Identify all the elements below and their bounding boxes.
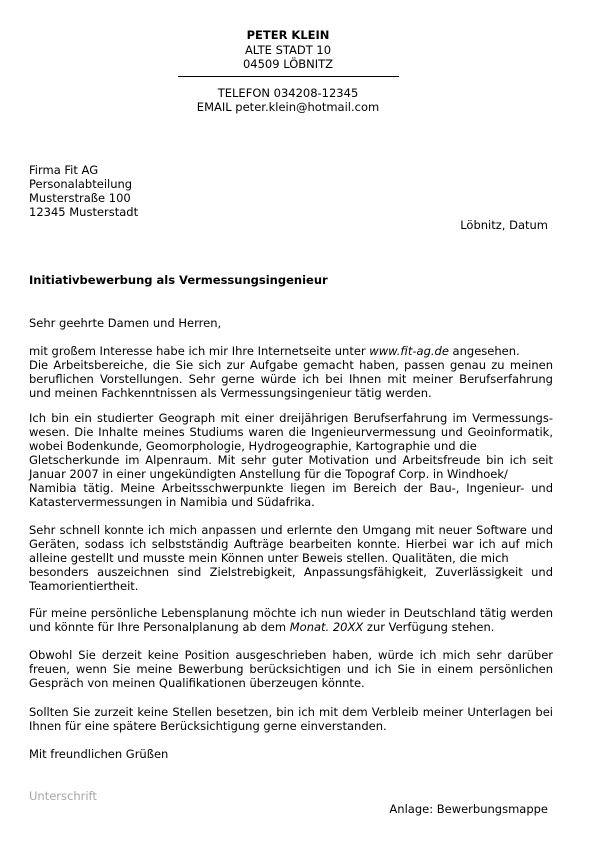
place-date: Löbnitz, Datum <box>460 218 548 232</box>
salutation: Sehr geehrte Damen und Herren, <box>29 316 222 330</box>
text-segment: und könnte für Ihre Personalplanung ab dem <box>29 620 290 634</box>
paragraph-line: Katastervermessungen in Namibia und Südafrika. <box>29 495 315 509</box>
paragraph-line: Sehr schnell konnte ich mich anpassen und erlernte den Umgang mit neuer Software und <box>29 523 553 537</box>
closing: Mit freundlichen Grüßen <box>29 747 169 761</box>
signature-placeholder: Unterschrift <box>29 789 97 803</box>
paragraph-line: beruflichen Vorstellungen. Sehr gerne würde ich bei Ihnen mit meiner Berufserfahrung <box>29 372 553 386</box>
paragraph-line: Namibia tätig. Meine Arbeitsschwerpunkte liegen im Bereich der Bau-, Ingenieur- und <box>29 481 553 495</box>
paragraph-line: und meinen Fachkenntnissen als Vermessungsingenieur tätig werden. <box>29 386 432 400</box>
paragraph-line <box>29 344 553 358</box>
recipient-company: Firma Fit AG <box>29 163 99 177</box>
sender-email: EMAIL peter.klein@hotmail.com <box>196 100 380 114</box>
letter-subject: Initiativbewerbung als Vermessungsingenieur <box>29 273 328 287</box>
recipient-department: Personalabteilung <box>29 177 133 191</box>
paragraph-line: Obwohl Sie derzeit keine Position ausgeschrieben haben, würde ich mich sehr darüber <box>29 648 553 662</box>
body-paragraph-1 <box>29 344 553 400</box>
paragraph-line: Teamorientiertheit. <box>29 579 139 593</box>
paragraph-line: Für meine persönliche Lebensplanung möchte ich nun wieder in Deutschland tätig werden <box>29 606 553 620</box>
body-paragraph-3 <box>29 523 553 593</box>
paragraph-line: Januar 2007 in einer ungekündigten Anstellung für die Topograf Corp. in Windhoek/ <box>29 467 508 481</box>
start-date: Monat. 20XX <box>289 620 364 634</box>
paragraph-line: Ihnen für eine spätere Berücksichtigung gerne einverstanden. <box>29 719 387 733</box>
body-paragraph-2 <box>29 411 553 509</box>
paragraph-line: Sollten Sie zurzeit keine Stellen besetzen, bin ich mit dem Verbleib meiner Unterlagen bei <box>29 705 553 719</box>
sender-street: ALTE STADT 10 <box>244 42 332 57</box>
recipient-street: Musterstraße 100 <box>29 191 131 205</box>
recipient-address <box>29 163 138 219</box>
sender-phone: TELEFON 034208-12345 <box>217 86 359 100</box>
paragraph-line: Gespräch von meinen Qualifikationen überzeugen könnte. <box>29 676 365 690</box>
attachment-note: Anlage: Bewerbungsmappe <box>389 802 548 816</box>
website-link[interactable]: www.fit-ag.de <box>369 344 449 358</box>
text-segment: zur Verfügung stehen. <box>363 620 495 634</box>
body-paragraph-6 <box>29 705 553 733</box>
paragraph-line: freuen, wenn Sie meine Bewerbung berücksichtigen und ich Sie in einem persönlichen <box>29 662 553 676</box>
text-segment: mit großem Interesse habe ich mir Ihre Internetseite unter <box>29 344 370 358</box>
paragraph-line: Ich bin ein studierter Geograph mit einer dreijährigen Berufserfahrung im Vermessungs- <box>29 411 553 425</box>
paragraph-line: Gletscherkunde im Alpenraum. Mit sehr guter Motivation und Arbeitsfreude bin ich seit <box>29 453 553 467</box>
paragraph-line: wesen. Die Inhalte meines Studiums waren die Ingenieurvermessung und Geoinformatik, <box>29 425 553 439</box>
sender-contact <box>0 86 576 114</box>
paragraph-line: alleine gestellt und musste mein Können unter Beweis stellen. Qualitäten, die mich <box>29 551 509 565</box>
paragraph-line <box>29 620 553 634</box>
recipient-city: 12345 Musterstadt <box>29 205 139 219</box>
sender-city: 04509 LÖBNITZ <box>242 57 334 71</box>
body-paragraph-4 <box>29 606 553 634</box>
text-segment: angesehen. <box>448 344 520 358</box>
sender-name: PETER KLEIN <box>246 28 330 42</box>
paragraph-line: Die Arbeitsbereiche, die Sie sich zur Aufgabe gemacht haben, passen genau zu meinen <box>29 358 553 372</box>
header-divider <box>178 76 399 77</box>
paragraph-line: Geräten, sodass ich selbstständig Aufträge bearbeiten konnte. Hierbei war ich auf mich <box>29 537 553 551</box>
paragraph-line: wobei Bodenkunde, Geomorphologie, Hydrogeographie, Kartographie und die <box>29 439 477 453</box>
paragraph-line: besonders auszeichnen sind Zielstrebigkeit, Anpassungsfähigkeit, Zuverlässigkeit und <box>29 565 553 579</box>
sender-block <box>0 28 576 72</box>
body-paragraph-5 <box>29 648 553 690</box>
